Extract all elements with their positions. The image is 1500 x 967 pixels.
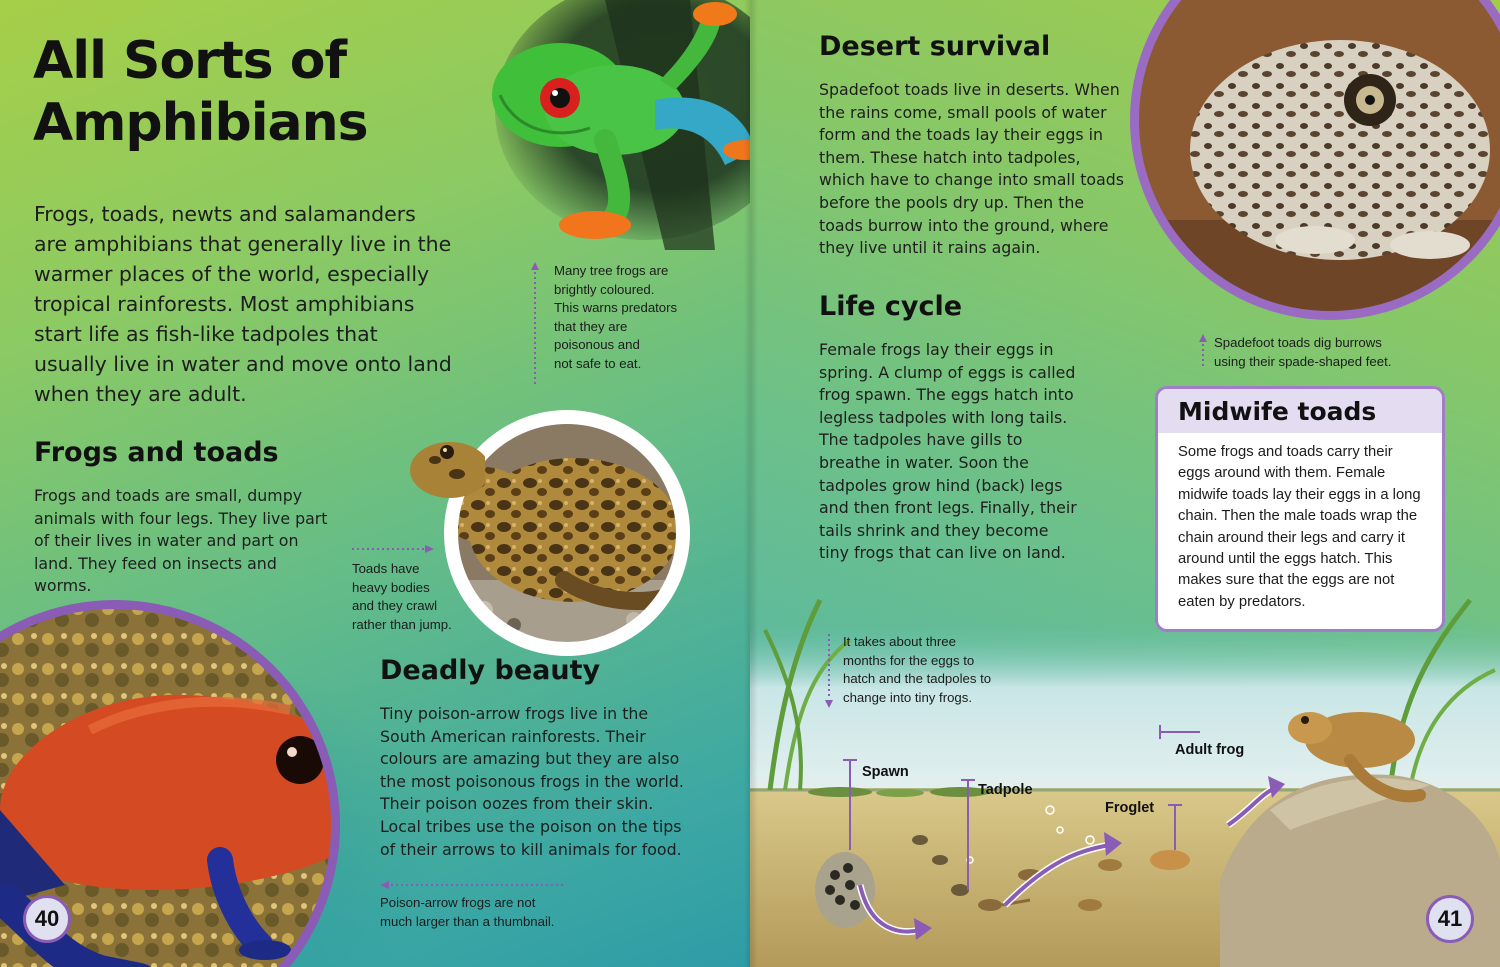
title-line-2: Amphibians	[33, 93, 368, 153]
caption-line: heavy bodies	[352, 579, 430, 595]
stage-label-adult-frog: Adult frog	[1175, 742, 1245, 758]
spadefoot-toad-photo	[1130, 0, 1500, 320]
intro-paragraph: Frogs, toads, newts and salamanders are amphibians that generally live in the warmer places of the world, especially tropical rainforests. Most amphibians start life as fish-like tadpoles that usually live in water and move onto land when they are adult.	[34, 202, 452, 406]
caption-line: change into tiny frogs.	[843, 689, 973, 705]
deadly-beauty-body: Tiny poison-arrow frogs live in the South American rainforests. Their colours are amazing but they are also the most poisonous frogs in the world. Their poison oozes from their skin. Local tribes use the poison on the tips of their arrows to kill animals for food.	[380, 704, 684, 859]
caption-line: Many tree frogs are	[554, 263, 669, 278]
tree-frog-caption	[554, 262, 714, 374]
caption-line: that they are	[554, 318, 628, 334]
months-caption	[843, 633, 1043, 707]
tree-frog-pointer	[530, 262, 540, 387]
desert-survival-body: Spadefoot toads live in deserts. When the rains come, small pools of water form and the toads lay their eggs in them. These hatch into tadpoles, which have to change into small toads before the pools dry up. Then the toads burrow into the ground, where they live until it rains again.	[819, 80, 1125, 258]
caption-line: poisonous and	[554, 337, 640, 353]
midwife-toads-body: Some frogs and toads carry their eggs around with them. Female midwife toads lay their eggs in a long chain. Then the male toads wrap the chain around their legs and carry it around until the eggs hatch. This makes sure that the eggs are not eaten by predators.	[1178, 444, 1421, 610]
title-line-1: All Sorts of	[33, 31, 347, 91]
page-title	[33, 30, 368, 154]
caption-line: months for the eggs to	[843, 652, 975, 668]
caption-line: brightly coloured.	[554, 281, 655, 297]
toad-head	[405, 430, 485, 500]
poison-frog-pointer	[380, 876, 565, 888]
caption-line: much larger than a thumbnail.	[380, 913, 555, 929]
stage-label-spawn: Spawn	[862, 764, 909, 780]
tree-frog-photo	[455, 0, 750, 260]
months-pointer	[824, 634, 834, 708]
spadefoot-pointer	[1198, 334, 1208, 368]
stage-label-tadpole: Tadpole	[978, 782, 1033, 798]
midwife-toads-box	[1155, 386, 1445, 632]
book-gutter	[744, 0, 758, 967]
caption-line: This warns predators	[554, 300, 678, 316]
caption-line: Toads have	[352, 561, 420, 576]
stage-label-froglet: Froglet	[1105, 800, 1155, 816]
page-number-right: 41	[1426, 895, 1474, 943]
frogs-toads-body: Frogs and toads are small, dumpy animals with four legs. They live part of their lives in water and part on land. They feed on insects and worms.	[34, 486, 328, 596]
caption-line: Poison-arrow frogs are not	[380, 895, 536, 910]
caption-line: not safe to eat.	[554, 355, 642, 371]
life-cycle-body: Female frogs lay their eggs in spring. A clump of eggs is called frog spawn. The eggs hatch into legless tadpoles with long tails. The tadpoles have gills to breathe in water. Soon the tadpoles grow hind (back) legs and then front legs. Finally, their tails shrink and they become tiny frogs that can live on land.	[819, 340, 1077, 563]
caption-line: using their spade-shaped feet.	[1214, 353, 1392, 369]
page-number-left: 40	[23, 895, 71, 943]
desert-survival-heading: Desert survival	[819, 31, 1051, 62]
deadly-beauty-heading: Deadly beauty	[380, 655, 601, 686]
toad-pointer	[352, 540, 434, 552]
frogs-toads-heading: Frogs and toads	[34, 437, 279, 468]
caption-line: rather than jump.	[352, 616, 452, 632]
midwife-toads-heading: Midwife toads	[1178, 396, 1377, 426]
caption-line: and they crawl	[352, 598, 438, 614]
midwife-toads-header	[1158, 389, 1442, 433]
caption-line: It takes about three	[843, 634, 956, 649]
life-cycle-heading: Life cycle	[819, 291, 963, 322]
poison-frog-caption	[380, 894, 620, 931]
spadefoot-caption	[1214, 334, 1454, 371]
caption-line: hatch and the tadpoles to	[843, 671, 992, 687]
caption-line: Spadefoot toads dig burrows	[1214, 335, 1382, 350]
